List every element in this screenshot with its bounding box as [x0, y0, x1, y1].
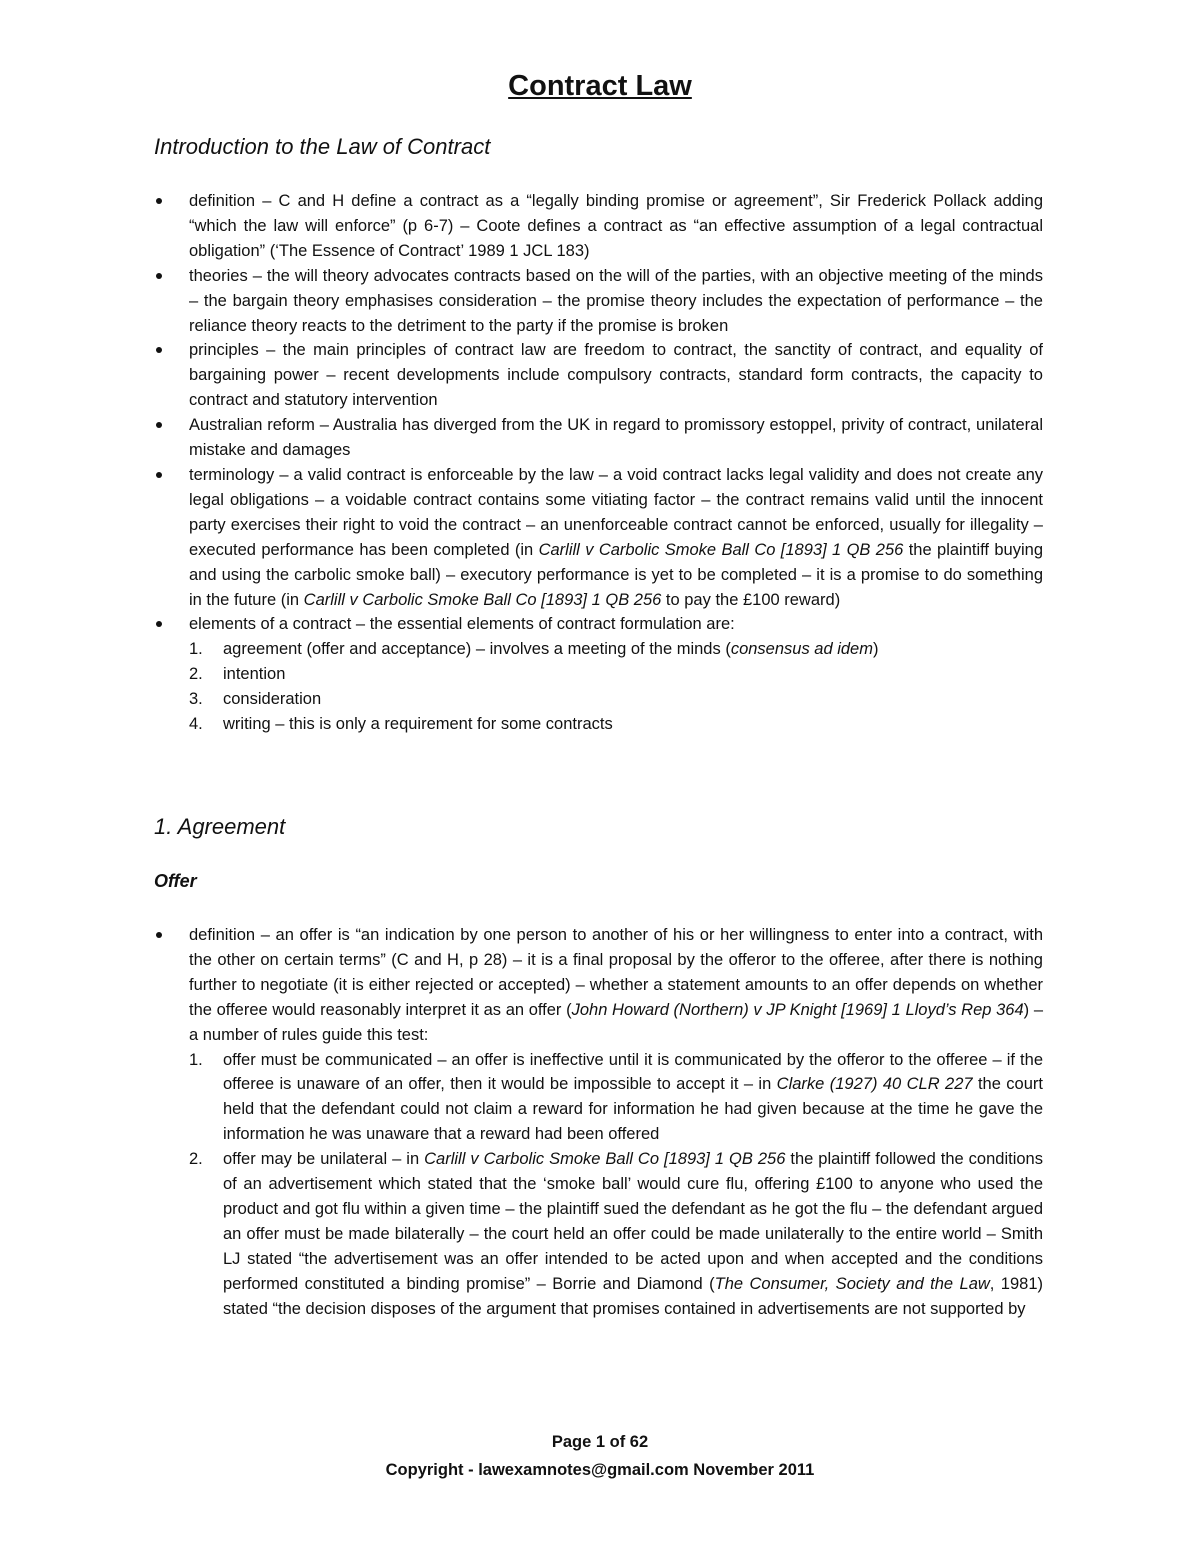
subheading-offer: Offer — [154, 871, 197, 891]
bullet-item-definition: definition – C and H define a contract as a “legally binding promise or agreement”, Sir Frederick Pollack adding “which the law will enforce” (p 6-7) – Coote defines a contract as “an effective assumption of a legal contractual obligation” (‘The Essence of Contract’ 1989 1 JCL 183) — [154, 189, 1043, 264]
bullet-list — [154, 923, 1043, 1322]
bullet-icon — [156, 932, 162, 938]
case-citation: Carlill v Carbolic Smoke Ball Co [1893] 1 QB 256 — [424, 1150, 786, 1169]
case-citation: Clarke (1927) 40 CLR 227 — [776, 1075, 973, 1094]
elements-list — [189, 637, 1043, 737]
offer-section — [154, 923, 1043, 1322]
case-citation: John Howard (Northern) v JP Knight [1969] 1 Lloyd’s Rep 364 — [571, 1000, 1024, 1019]
bullet-icon — [156, 422, 162, 428]
bullet-icon — [156, 198, 162, 204]
list-item: 4. writing – this is only a requirement for some contracts — [189, 715, 613, 734]
rules-list — [189, 1048, 1043, 1322]
bullet-icon — [156, 621, 162, 627]
list-item: 1. offer must be communicated – an offer is ineffective until it is communicated by the offeror to the offeree – if the offeree is unaware of an offer, then it would be impossible to accept it – in Clarke (1927) 40 CLR 227 the court held that the defendant could not claim a reward for information he had given because at the time he gave the information he was unaware that a reward had been offered — [189, 1050, 1043, 1144]
bullet-item-principles: principles – the main principles of contract law are freedom to contract, the sanctity of contract, and equality of bargaining power – recent developments include compulsory contracts, standard form contracts, the capacity to contract and statutory intervention — [154, 338, 1043, 413]
case-citation: Carlill v Carbolic Smoke Ball Co [1893] 1 QB 256 — [538, 540, 904, 559]
bullet-icon — [156, 273, 162, 279]
section-heading-agreement: 1. Agreement — [154, 814, 286, 839]
bullet-item-theories: theories – the will theory advocates contracts based on the will of the parties, with an objective meeting of the minds – the bargain theory emphasises consideration – the promise theory includes the expectation of performance – the reliance theory reacts to the detriment to the party if the promise is broken — [154, 264, 1043, 339]
list-item: 3. consideration — [189, 690, 322, 709]
book-citation: The Consumer, Society and the Law — [714, 1274, 990, 1293]
list-item: 2. offer may be unilateral – in Carlill v Carbolic Smoke Ball Co [1893] 1 QB 256 the plaintiff followed the conditions of an advertisement which stated that the ‘smoke ball’ would cure flu, offering £100 to anyone who used the product and got flu within a given time – the plaintiff sued the defendant as he got the flu – the defendant argued an offer must be made bilaterally – the court held an offer could be made unilaterally to the entire world – Smith LJ stated “the advertisement was an offer intended to be acted upon and when accepted and the conditions performed constituted a binding promise” – Borrie and Diamond (The Consumer, Society and the Law, 1981) stated “the decision disposes of the argument that promises contained in advertisements are not supported by — [189, 1150, 1044, 1318]
bullet-item-elements: elements of a contract – the essential elements of contract formulation are: 1. agreement (offer and acceptance) – involves a meeting of the minds (consensus ad idem) 2. intention 3. consideration 4. writing – this is only a requirement for some contracts — [154, 612, 1043, 737]
bullet-icon — [156, 472, 162, 478]
bullet-item-offer-definition: definition – an offer is “an indication by one person to another of his or her willingness to enter into a contract, with the other on certain terms” (C and H, p 28) – it is a final proposal by the offeror to the offeree, after there is nothing further to negotiate (it is either rejected or accepted) – whether a statement amounts to an offer depends on whether the offeree would reasonably interpret it as an offer (John Howard (Northern) v JP Knight [1969] 1 Lloyd’s Rep 364) – a number of rules guide this test: 1. offer must be communicated – an offer is ineffective until it is communicated by the offeror to the offeree – if the offeree is unaware of an offer, then it would be impossible to accept it – in Clarke (1927) 40 CLR 227 the court held that the defendant could not claim a reward for information he had given because at the time he gave the information he was unaware that a reward had been offered 2. offer may be unilateral – in Carlill v Carbolic Smoke Ball Co [1893] 1 QB 256 the plaintiff followed the conditions of an advertisement which stated that the ‘smoke ball’ would cure flu, offering £100 to anyone who used the product and got flu within a given time – the plaintiff sued the defendant as he got the flu – the defendant argued an offer must be made bilaterally – the court held an offer could be made unilaterally to the entire world – Smith LJ stated “the advertisement was an offer intended to be acted upon and when accepted and the conditions performed constituted a binding promise” – Borrie and Diamond (The Consumer, Society and the Law, 1981) stated “the decision disposes of the argument that promises contained in advertisements are not supported by — [154, 923, 1043, 1322]
bullet-item-australian-reform: Australian reform – Australia has diverged from the UK in regard to promissory estoppel, privity of contract, unilateral mistake and damages — [154, 413, 1043, 463]
copyright-notice: Copyright - lawexamnotes@gmail.com November 2011 — [385, 1461, 815, 1479]
case-citation: Carlill v Carbolic Smoke Ball Co [1893] 1 QB 256 — [303, 590, 662, 609]
list-item: 1. agreement (offer and acceptance) – involves a meeting of the minds (consensus ad idem) — [189, 640, 879, 659]
list-item: 2. intention — [189, 665, 286, 684]
bullet-list — [154, 189, 1043, 737]
page-number: Page 1 of 62 — [551, 1433, 649, 1451]
document-title: Contract Law — [508, 70, 692, 102]
bullet-icon — [156, 347, 162, 353]
bullet-item-terminology: terminology – a valid contract is enforceable by the law – a void contract lacks legal validity and does not create any legal obligations – a voidable contract contains some vitiating factor – the contract remains valid until the innocent party exercises their right to void the contract – an unenforceable contract cannot be enforced, usually for illegality – executed performance has been completed (in Carlill v Carbolic Smoke Ball Co [1893] 1 QB 256 the plaintiff buying and using the carbolic smoke ball) – executory performance is yet to be completed – it is a promise to do something in the future (in Carlill v Carbolic Smoke Ball Co [1893] 1 QB 256 to pay the £100 reward) — [154, 463, 1043, 612]
introduction-section — [154, 189, 1043, 737]
section-heading-introduction: Introduction to the Law of Contract — [154, 134, 491, 159]
